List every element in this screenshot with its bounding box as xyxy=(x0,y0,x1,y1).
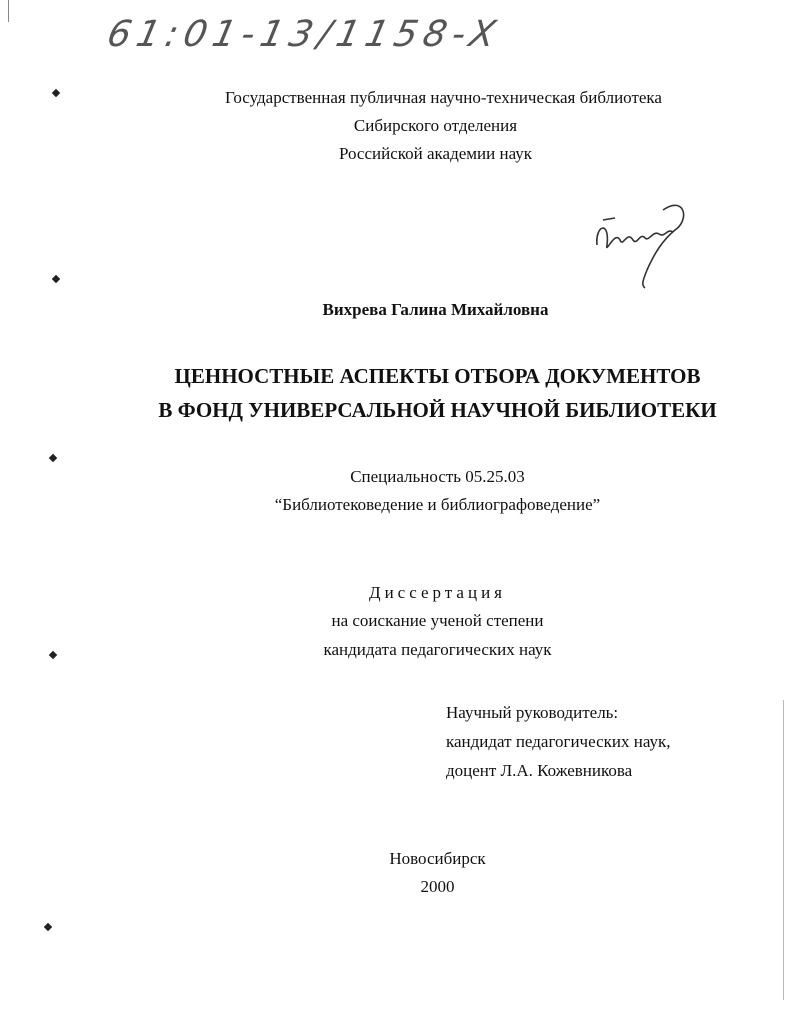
left-border-line xyxy=(8,0,9,22)
handwritten-archive-number: 61:01-13/1158-X xyxy=(103,14,506,55)
signature-icon xyxy=(585,190,695,290)
year: 2000 xyxy=(420,877,455,896)
author-name: Вихрева Галина Михайловна xyxy=(322,300,549,319)
dissertation-title-line-1: ЦЕННОСТНЫЕ АСПЕКТЫ ОТБОРА ДОКУМЕНТОВ xyxy=(174,364,701,388)
advisor-label: Научный руководитель: xyxy=(446,703,619,722)
specialty-name: “Библиотековедение и библиографоведение” xyxy=(274,495,601,514)
city: Новосибирск xyxy=(389,849,486,868)
advisor-name: доцент Л.А. Кожевникова xyxy=(446,761,633,780)
binding-mark xyxy=(49,454,57,462)
degree-line-1: на соискание ученой степени xyxy=(331,611,544,630)
dissertation-title-line-2: В ФОНД УНИВЕРСАЛЬНОЙ НАУЧНОЙ БИБЛИОТЕКИ xyxy=(158,398,717,422)
binding-mark xyxy=(44,923,52,931)
institution-line-2: Сибирского отделения xyxy=(353,116,518,135)
specialty-code: Специальность 05.25.03 xyxy=(350,467,525,486)
advisor-degree: кандидат педагогических наук, xyxy=(446,732,671,751)
degree-line-2: кандидата педагогических наук xyxy=(323,640,552,659)
dissertation-heading: Диссертация xyxy=(368,583,506,602)
institution-line-1: Государственная публичная научно-техническая библиотека xyxy=(225,88,662,107)
binding-mark xyxy=(52,275,60,283)
institution-line-3: Российской академии наук xyxy=(338,144,533,163)
